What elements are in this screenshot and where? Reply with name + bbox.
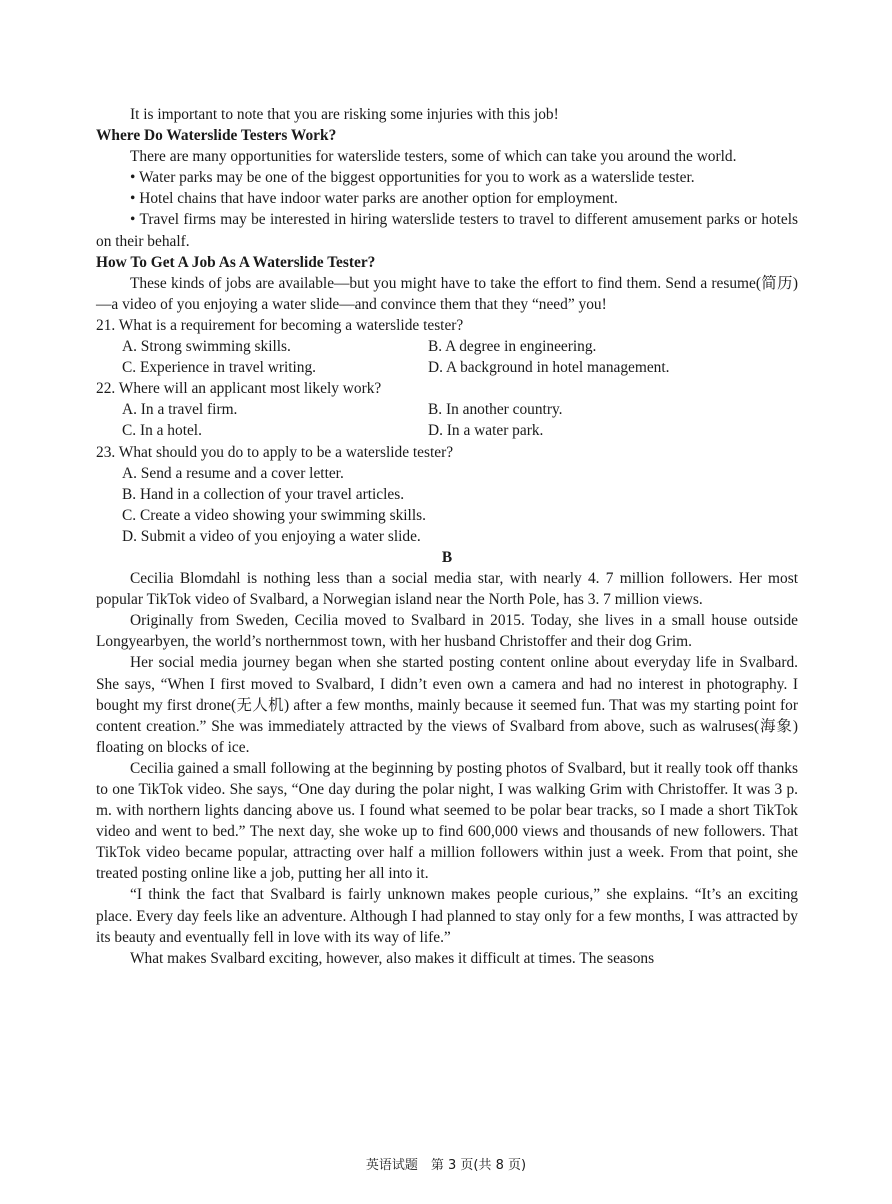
b-paragraph-4: Cecilia gained a small following at the beginning by posting photos of Svalbard, but it really took off thanks to one TikTok video. She says, “One day during the polar night, I was walking Grim with Christoffer. It was 3 p. m. with northern lights dancing above us. I found what seemed to be polar bear tracks, so I made a short TikTok video and went to bed.” The next day, she woke up to find 600,000 views and thousands of new followers. That TikTok video became popular, attracting over half a million followers within just a week. From that point, she treated posting online like a job, putting her all into it. — [96, 759, 798, 883]
page-footer: 英语试题 第 3 页(共 8 页) — [365, 1158, 527, 1173]
bullet-water-parks: • Water parks may be one of the biggest opportunities for you to work as a waterslide tester. — [130, 169, 695, 187]
option-22-c: C. In a hotel. — [122, 422, 202, 440]
option-21-c: C. Experience in travel writing. — [122, 359, 317, 377]
question-21-stem: 21. What is a requirement for becoming a waterslide tester? — [96, 316, 464, 334]
b-paragraph-2: Originally from Sweden, Cecilia moved to Svalbard in 2015. Today, she lives in a small house outside Longyearbyen, the world’s northernmost town, with her husband Christoffer and their dog Grim. — [96, 612, 798, 651]
heading-where-work: Where Do Waterslide Testers Work? — [96, 127, 337, 145]
exam-page — [96, 104, 798, 969]
option-23-a: A. Send a resume and a cover letter. — [122, 464, 344, 482]
option-23-c: C. Create a video showing your swimming skills. — [122, 506, 426, 524]
option-21-b: B. A degree in engineering. — [428, 338, 597, 356]
intro-paragraph: It is important to note that you are risking some injuries with this job! — [130, 106, 559, 123]
question-22-options — [96, 399, 798, 441]
section-b-label: B — [441, 548, 453, 566]
bullet-travel-firms: • Travel firms may be interested in hiring waterslide testers to travel to different amusement parks or hotels on their behalf. — [96, 211, 798, 250]
paragraph-opportunities: There are many opportunities for waterslide testers, some of which can take you around the world. — [130, 148, 737, 166]
option-22-b: B. In another country. — [428, 401, 563, 419]
b-paragraph-5: “I think the fact that Svalbard is fairly unknown makes people curious,” she explains. “It’s an exciting place. Every day feels like an adventure. Although I had planned to stay only for a few months, I was attracted by its beauty and eventually fell in love with its way of life.” — [96, 886, 798, 946]
b-paragraph-3: Her social media journey began when she started posting content online about everyday life in Svalbard. She says, “When I first moved to Svalbard, I didn’t even own a camera and had no interest in photography. I bought my first drone(无人机) after a few months, mainly because it seemed fun. That was my starting point for content creation.” She was immediately attracted by the views of Svalbard from above, such as walruses(海象) floating on blocks of ice. — [96, 654, 798, 756]
option-23-d: D. Submit a video of you enjoying a water slide. — [122, 527, 421, 545]
option-21-d: D. A background in hotel management. — [428, 359, 670, 377]
question-22-stem: 22. Where will an applicant most likely work? — [96, 380, 382, 398]
question-21-options — [96, 336, 798, 378]
heading-get-job: How To Get A Job As A Waterslide Tester? — [96, 253, 376, 271]
paragraph-apply: These kinds of jobs are available—but you might have to take the effort to find them. Send a resume(简历)—a video of you enjoying a water slide—and convince them that they “need” you! — [96, 274, 798, 313]
option-21-a: A. Strong swimming skills. — [122, 338, 291, 356]
option-23-b: B. Hand in a collection of your travel articles. — [122, 485, 405, 503]
option-22-a: A. In a travel firm. — [122, 401, 238, 419]
option-22-d: D. In a water park. — [428, 422, 544, 440]
question-23-options — [96, 463, 798, 547]
question-23-stem: 23. What should you do to apply to be a waterslide tester? — [96, 443, 454, 461]
bullet-hotel-chains: • Hotel chains that have indoor water parks are another option for employment. — [130, 190, 618, 208]
b-paragraph-1: Cecilia Blomdahl is nothing less than a social media star, with nearly 4. 7 million followers. Her most popular TikTok video of Svalbard, a Norwegian island near the North Pole, has 3. 7 million views. — [96, 570, 798, 609]
b-paragraph-6: What makes Svalbard exciting, however, also makes it difficult at times. The seasons — [130, 949, 655, 967]
